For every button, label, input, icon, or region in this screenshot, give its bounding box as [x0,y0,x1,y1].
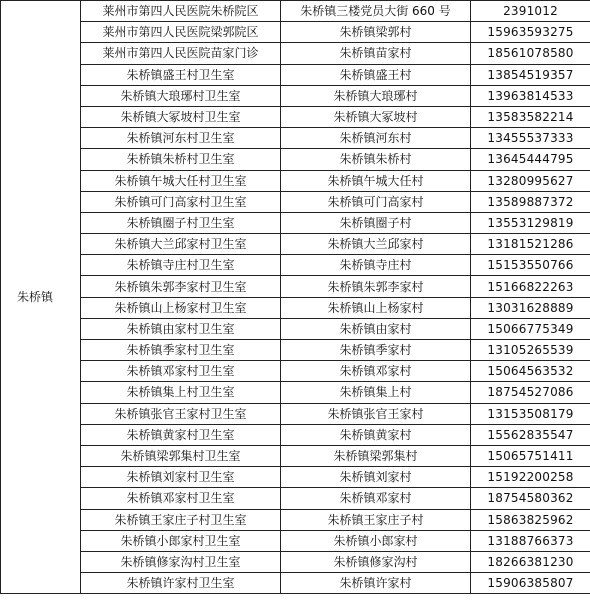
table-row [1,403,590,424]
clinic-phone-cell: 13455537333 [471,128,590,149]
table-row [1,382,590,403]
table-row [1,1,590,22]
clinic-address-cell: 朱桥镇许家村 [281,573,471,594]
clinic-address-cell: 朱桥镇朱郭李家村 [281,276,471,297]
clinic-name-cell: 朱桥镇邓家村卫生室 [81,361,281,382]
clinic-phone-cell: 13963814533 [471,85,590,106]
clinic-name-cell: 朱桥镇小郎家村卫生室 [81,530,281,551]
clinic-address-cell: 朱桥镇梁郭集村 [281,445,471,466]
clinic-address-cell: 朱桥镇邓家村 [281,361,471,382]
table-row [1,22,590,43]
clinic-name-cell: 朱桥镇许家村卫生室 [81,573,281,594]
clinic-phone-cell: 13583582214 [471,106,590,127]
clinic-address-cell: 朱桥镇朱桥村 [281,149,471,170]
clinic-phone-cell: 13589887372 [471,191,590,212]
table-row [1,64,590,85]
table-row [1,361,590,382]
clinic-phone-cell: 2391012 [471,1,590,22]
clinic-name-cell: 朱桥镇盛王村卫生室 [81,64,281,85]
clinic-name-cell: 朱桥镇修家沟村卫生室 [81,551,281,572]
clinic-name-cell: 朱桥镇由家村卫生室 [81,318,281,339]
clinic-phone-cell: 18266381230 [471,551,590,572]
clinic-address-cell: 朱桥镇苗家村 [281,43,471,64]
table-row [1,445,590,466]
clinic-name-cell: 朱桥镇圈子村卫生室 [81,212,281,233]
clinic-name-cell: 朱桥镇邓家村卫生室 [81,488,281,509]
clinic-phone-cell: 15906385807 [471,573,590,594]
clinic-name-cell: 莱州市第四人民医院苗家门诊 [81,43,281,64]
clinic-name-cell: 朱桥镇张官王家村卫生室 [81,403,281,424]
clinic-phone-cell: 13031628889 [471,297,590,318]
clinic-address-cell: 朱桥镇大琅琊村 [281,85,471,106]
clinic-address-cell: 朱桥镇午城大任村 [281,170,471,191]
table-row [1,340,590,361]
table-row [1,212,590,233]
clinic-address-cell: 朱桥镇张官王家村 [281,403,471,424]
clinic-name-cell: 朱桥镇刘家村卫生室 [81,467,281,488]
clinic-name-cell: 朱桥镇午城大任村卫生室 [81,170,281,191]
clinic-name-cell: 朱桥镇王家庄子村卫生室 [81,509,281,530]
clinic-phone-cell: 15065751411 [471,445,590,466]
clinic-phone-cell: 18754580362 [471,488,590,509]
table-row [1,149,590,170]
clinic-name-cell: 朱桥镇大琅琊村卫生室 [81,85,281,106]
clinic-name-cell: 朱桥镇季家村卫生室 [81,340,281,361]
clinic-name-cell: 朱桥镇朱郭李家村卫生室 [81,276,281,297]
clinic-address-cell: 朱桥镇河东村 [281,128,471,149]
table-row [1,276,590,297]
table-row [1,467,590,488]
clinic-phone-cell: 15064563532 [471,361,590,382]
clinic-phone-cell: 13854519357 [471,64,590,85]
clinic-address-cell: 朱桥镇小郎家村 [281,530,471,551]
table-row [1,85,590,106]
clinic-phone-cell: 18561078580 [471,43,590,64]
table-row [1,573,590,594]
clinic-phone-cell: 13280995627 [471,170,590,191]
clinic-phone-cell: 13553129819 [471,212,590,233]
table-row [1,128,590,149]
clinic-address-cell: 朱桥镇季家村 [281,340,471,361]
clinic-phone-cell: 13105265539 [471,340,590,361]
table-row [1,170,590,191]
clinic-phone-cell: 15863825962 [471,509,590,530]
clinic-address-cell: 朱桥镇三楼党员大街 660 号 [281,1,471,22]
table-row [1,106,590,127]
clinic-address-cell: 朱桥镇圈子村 [281,212,471,233]
clinic-phone-cell: 15963593275 [471,22,590,43]
clinic-address-cell: 朱桥镇由家村 [281,318,471,339]
clinic-name-cell: 朱桥镇黄家村卫生室 [81,424,281,445]
clinic-phone-cell: 13153508179 [471,403,590,424]
clinic-name-cell: 朱桥镇大兰邱家村卫生室 [81,234,281,255]
clinic-address-cell: 朱桥镇黄家村 [281,424,471,445]
clinic-name-cell: 朱桥镇朱桥村卫生室 [81,149,281,170]
table-row [1,509,590,530]
table-row [1,255,590,276]
clinic-phone-cell: 13188766373 [471,530,590,551]
clinic-address-cell: 朱桥镇刘家村 [281,467,471,488]
clinic-name-cell: 朱桥镇可门高家村卫生室 [81,191,281,212]
table-row [1,43,590,64]
clinic-address-cell: 朱桥镇大兰邱家村 [281,234,471,255]
clinic-phone-cell: 18754527086 [471,382,590,403]
clinic-phone-cell: 15153550766 [471,255,590,276]
town-name-cell: 朱桥镇 [1,1,81,594]
clinic-address-cell: 朱桥镇盛王村 [281,64,471,85]
clinic-name-cell: 朱桥镇寺庄村卫生室 [81,255,281,276]
clinic-table-body [1,1,590,594]
clinic-phone-cell: 15562835547 [471,424,590,445]
clinic-address-cell: 朱桥镇可门高家村 [281,191,471,212]
clinic-address-cell: 朱桥镇邓家村 [281,488,471,509]
clinic-address-cell: 朱桥镇大冢坡村 [281,106,471,127]
clinic-address-cell: 朱桥镇修家沟村 [281,551,471,572]
clinic-address-cell: 朱桥镇梁郭村 [281,22,471,43]
table-row [1,297,590,318]
table-row [1,234,590,255]
table-row [1,424,590,445]
clinic-address-cell: 朱桥镇寺庄村 [281,255,471,276]
table-row [1,488,590,509]
clinic-address-cell: 朱桥镇王家庄子村 [281,509,471,530]
clinic-phone-cell: 13181521286 [471,234,590,255]
clinic-phone-cell: 15166822263 [471,276,590,297]
table-row [1,551,590,572]
table-row [1,191,590,212]
table-row [1,318,590,339]
clinic-phone-cell: 13645444795 [471,149,590,170]
clinic-name-cell: 朱桥镇山上杨家村卫生室 [81,297,281,318]
clinic-name-cell: 朱桥镇梁郭集村卫生室 [81,445,281,466]
clinic-address-cell: 朱桥镇集上村 [281,382,471,403]
clinic-name-cell: 朱桥镇大冢坡村卫生室 [81,106,281,127]
clinic-phone-cell: 15066775349 [471,318,590,339]
clinic-name-cell: 莱州市第四人民医院朱桥院区 [81,1,281,22]
clinic-name-cell: 莱州市第四人民医院梁郭院区 [81,22,281,43]
clinic-name-cell: 朱桥镇河东村卫生室 [81,128,281,149]
table-row [1,530,590,551]
clinic-address-cell: 朱桥镇山上杨家村 [281,297,471,318]
clinic-phone-cell: 15192200258 [471,467,590,488]
clinic-name-cell: 朱桥镇集上村卫生室 [81,382,281,403]
